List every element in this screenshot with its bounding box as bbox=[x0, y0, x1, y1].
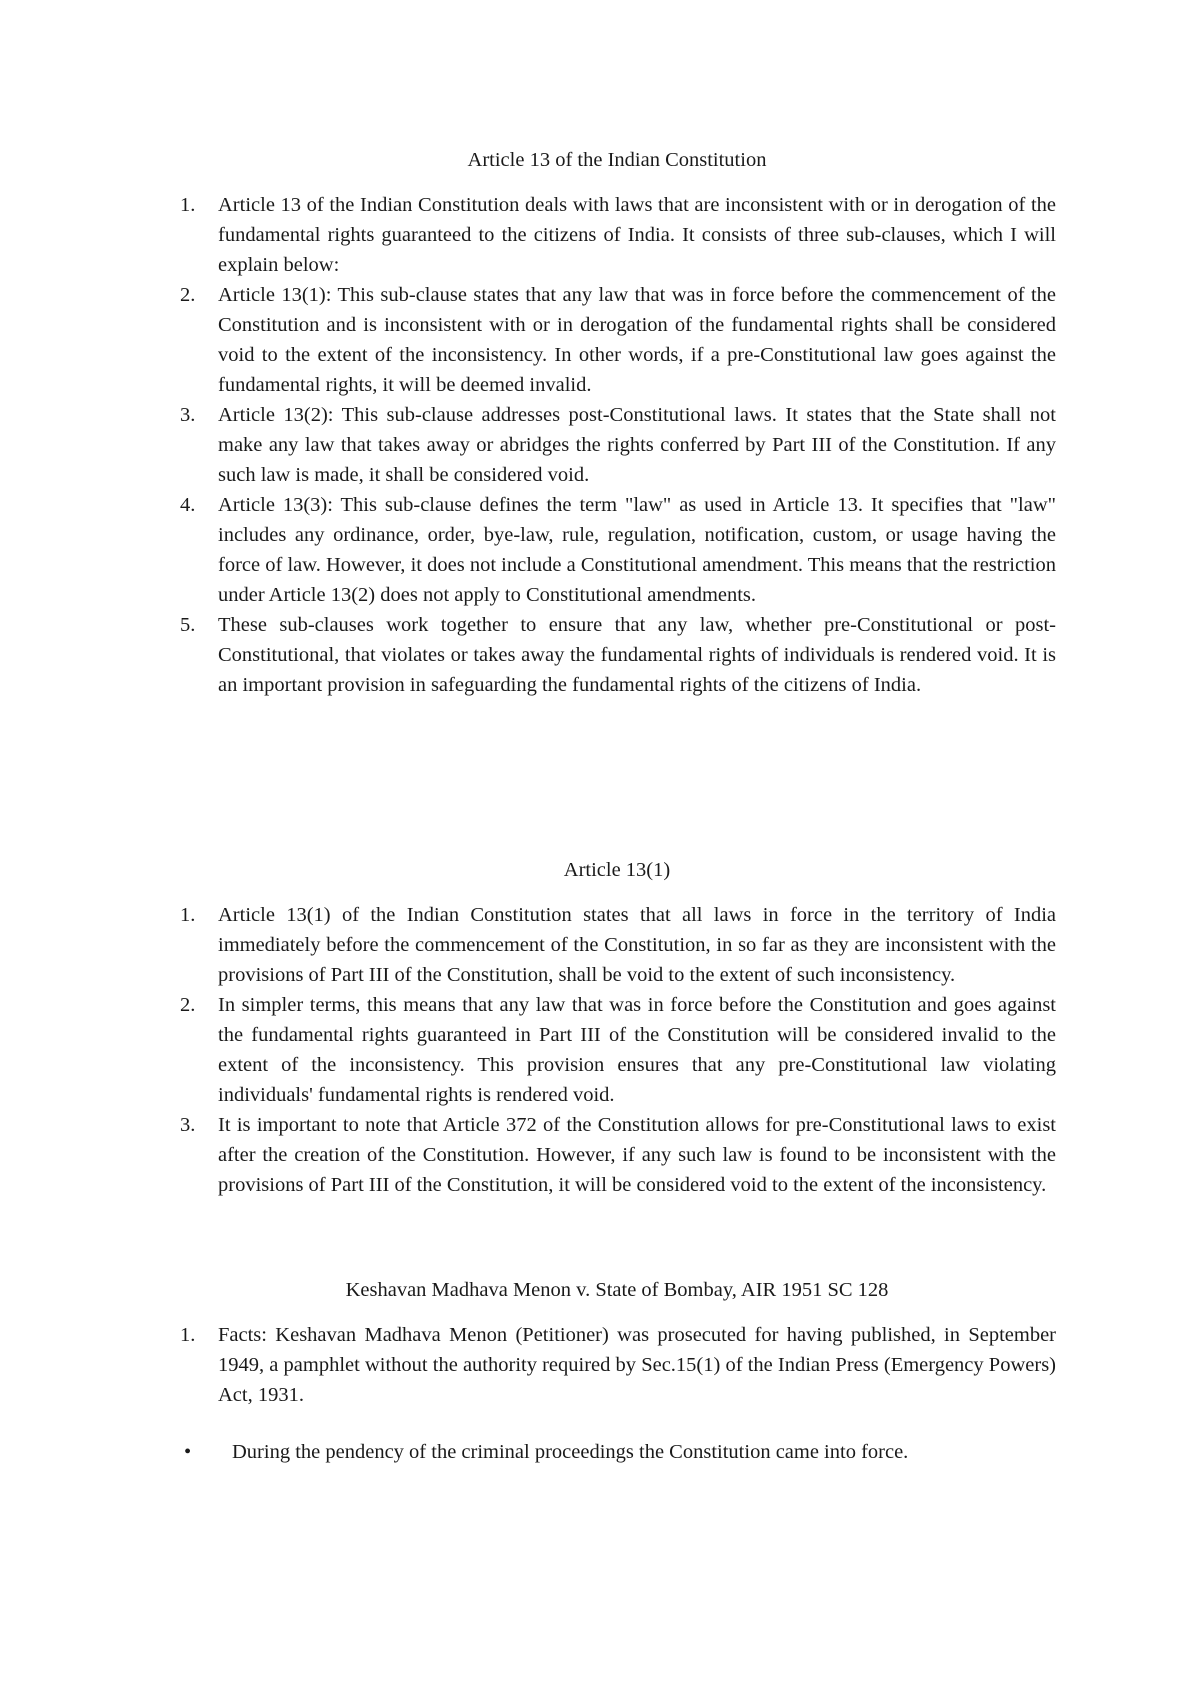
list-number: 3. bbox=[180, 404, 196, 426]
list-item bbox=[178, 280, 1056, 400]
list-item-text: Article 13 of the Indian Constitution deals with laws that are inconsistent with or in derogation of the fundamental rights guaranteed to the citizens of India. It consists of three sub-clauses, which I will explain below: bbox=[218, 194, 1056, 276]
section-article-13-1 bbox=[178, 855, 1056, 1200]
list-item bbox=[178, 990, 1056, 1110]
section-heading: Keshavan Madhava Menon v. State of Bombay, AIR 1951 SC 128 bbox=[345, 1279, 889, 1301]
list-item-text: Article 13(3): This sub-clause defines the term "law" as used in Article 13. It specifies that "law" includes any ordinance, order, bye-law, rule, regulation, notification, custom, or usage having the force of law. However, it does not include a Constitutional amendment. This means that the restriction under Article 13(2) does not apply to Constitutional amendments. bbox=[218, 494, 1056, 606]
numbered-list bbox=[178, 1320, 1056, 1410]
list-item bbox=[178, 1320, 1056, 1410]
list-item-text: In simpler terms, this means that any law that was in force before the Constitution and goes against the fundamental rights guaranteed in Part III of the Constitution will be considered invalid to the extent of the inconsistency. This provision ensures that any pre-Constitutional law violating individuals' fundamental rights is rendered void. bbox=[218, 994, 1056, 1106]
list-number: 1. bbox=[180, 194, 196, 216]
list-item bbox=[178, 1110, 1056, 1200]
list-number: 5. bbox=[180, 614, 196, 636]
section-heading: Article 13 of the Indian Constitution bbox=[467, 149, 767, 171]
list-item-text: It is important to note that Article 372 of the Constitution allows for pre-Constitutional laws to exist after the creation of the Constitution. However, if any such law is found to be inconsistent with the provisions of Part III of the Constitution, it will be considered void to the extent of the inconsistency. bbox=[218, 1114, 1056, 1196]
list-item-text: Article 13(1): This sub-clause states that any law that was in force before the commencement of the Constitution and is inconsistent with or in derogation of the fundamental rights shall be considered void to the extent of the inconsistency. In other words, if a pre-Constitutional law goes against the fundamental rights, it will be deemed invalid. bbox=[218, 284, 1056, 396]
list-number: 1. bbox=[180, 904, 196, 926]
list-item-text: These sub-clauses work together to ensure that any law, whether pre-Constitutional or post-Constitutional, that violates or takes away the fundamental rights of individuals is rendered void. It is an important provision in safeguarding the fundamental rights of the citizens of India. bbox=[218, 614, 1056, 696]
section-case-keshavan bbox=[178, 1275, 1056, 1410]
list-item bbox=[178, 400, 1056, 490]
list-number: 3. bbox=[180, 1114, 196, 1136]
bullet-icon: • bbox=[184, 1441, 192, 1463]
numbered-list bbox=[178, 900, 1056, 1200]
numbered-list bbox=[178, 190, 1056, 700]
list-item-text: Article 13(1) of the Indian Constitution states that all laws in force in the territory of India immediately before the commencement of the Constitution, in so far as they are inconsistent with the provisions of Part III of the Constitution, shall be void to the extent of such inconsistency. bbox=[218, 904, 1056, 986]
list-item bbox=[178, 490, 1056, 610]
list-number: 2. bbox=[180, 284, 196, 306]
section-heading: Article 13(1) bbox=[563, 859, 671, 881]
list-number: 2. bbox=[180, 994, 196, 1016]
list-item-text: Article 13(2): This sub-clause addresses post-Constitutional laws. It states that the State shall not make any law that takes away or abridges the rights conferred by Part III of the Constitution. If any such law is made, it shall be considered void. bbox=[218, 404, 1056, 486]
list-item bbox=[178, 610, 1056, 700]
bullet-text: During the pendency of the criminal proceedings the Constitution came into force. bbox=[232, 1441, 909, 1463]
list-item bbox=[178, 900, 1056, 990]
list-item-text: Facts: Keshavan Madhava Menon (Petitioner) was prosecuted for having published, in September 1949, a pamphlet without the authority required by Sec.15(1) of the Indian Press (Emergency Powers) Act, 1931. bbox=[218, 1324, 1056, 1406]
section-article-13 bbox=[178, 145, 1056, 700]
list-item bbox=[178, 190, 1056, 280]
list-number: 4. bbox=[180, 494, 196, 516]
list-number: 1. bbox=[180, 1324, 196, 1346]
